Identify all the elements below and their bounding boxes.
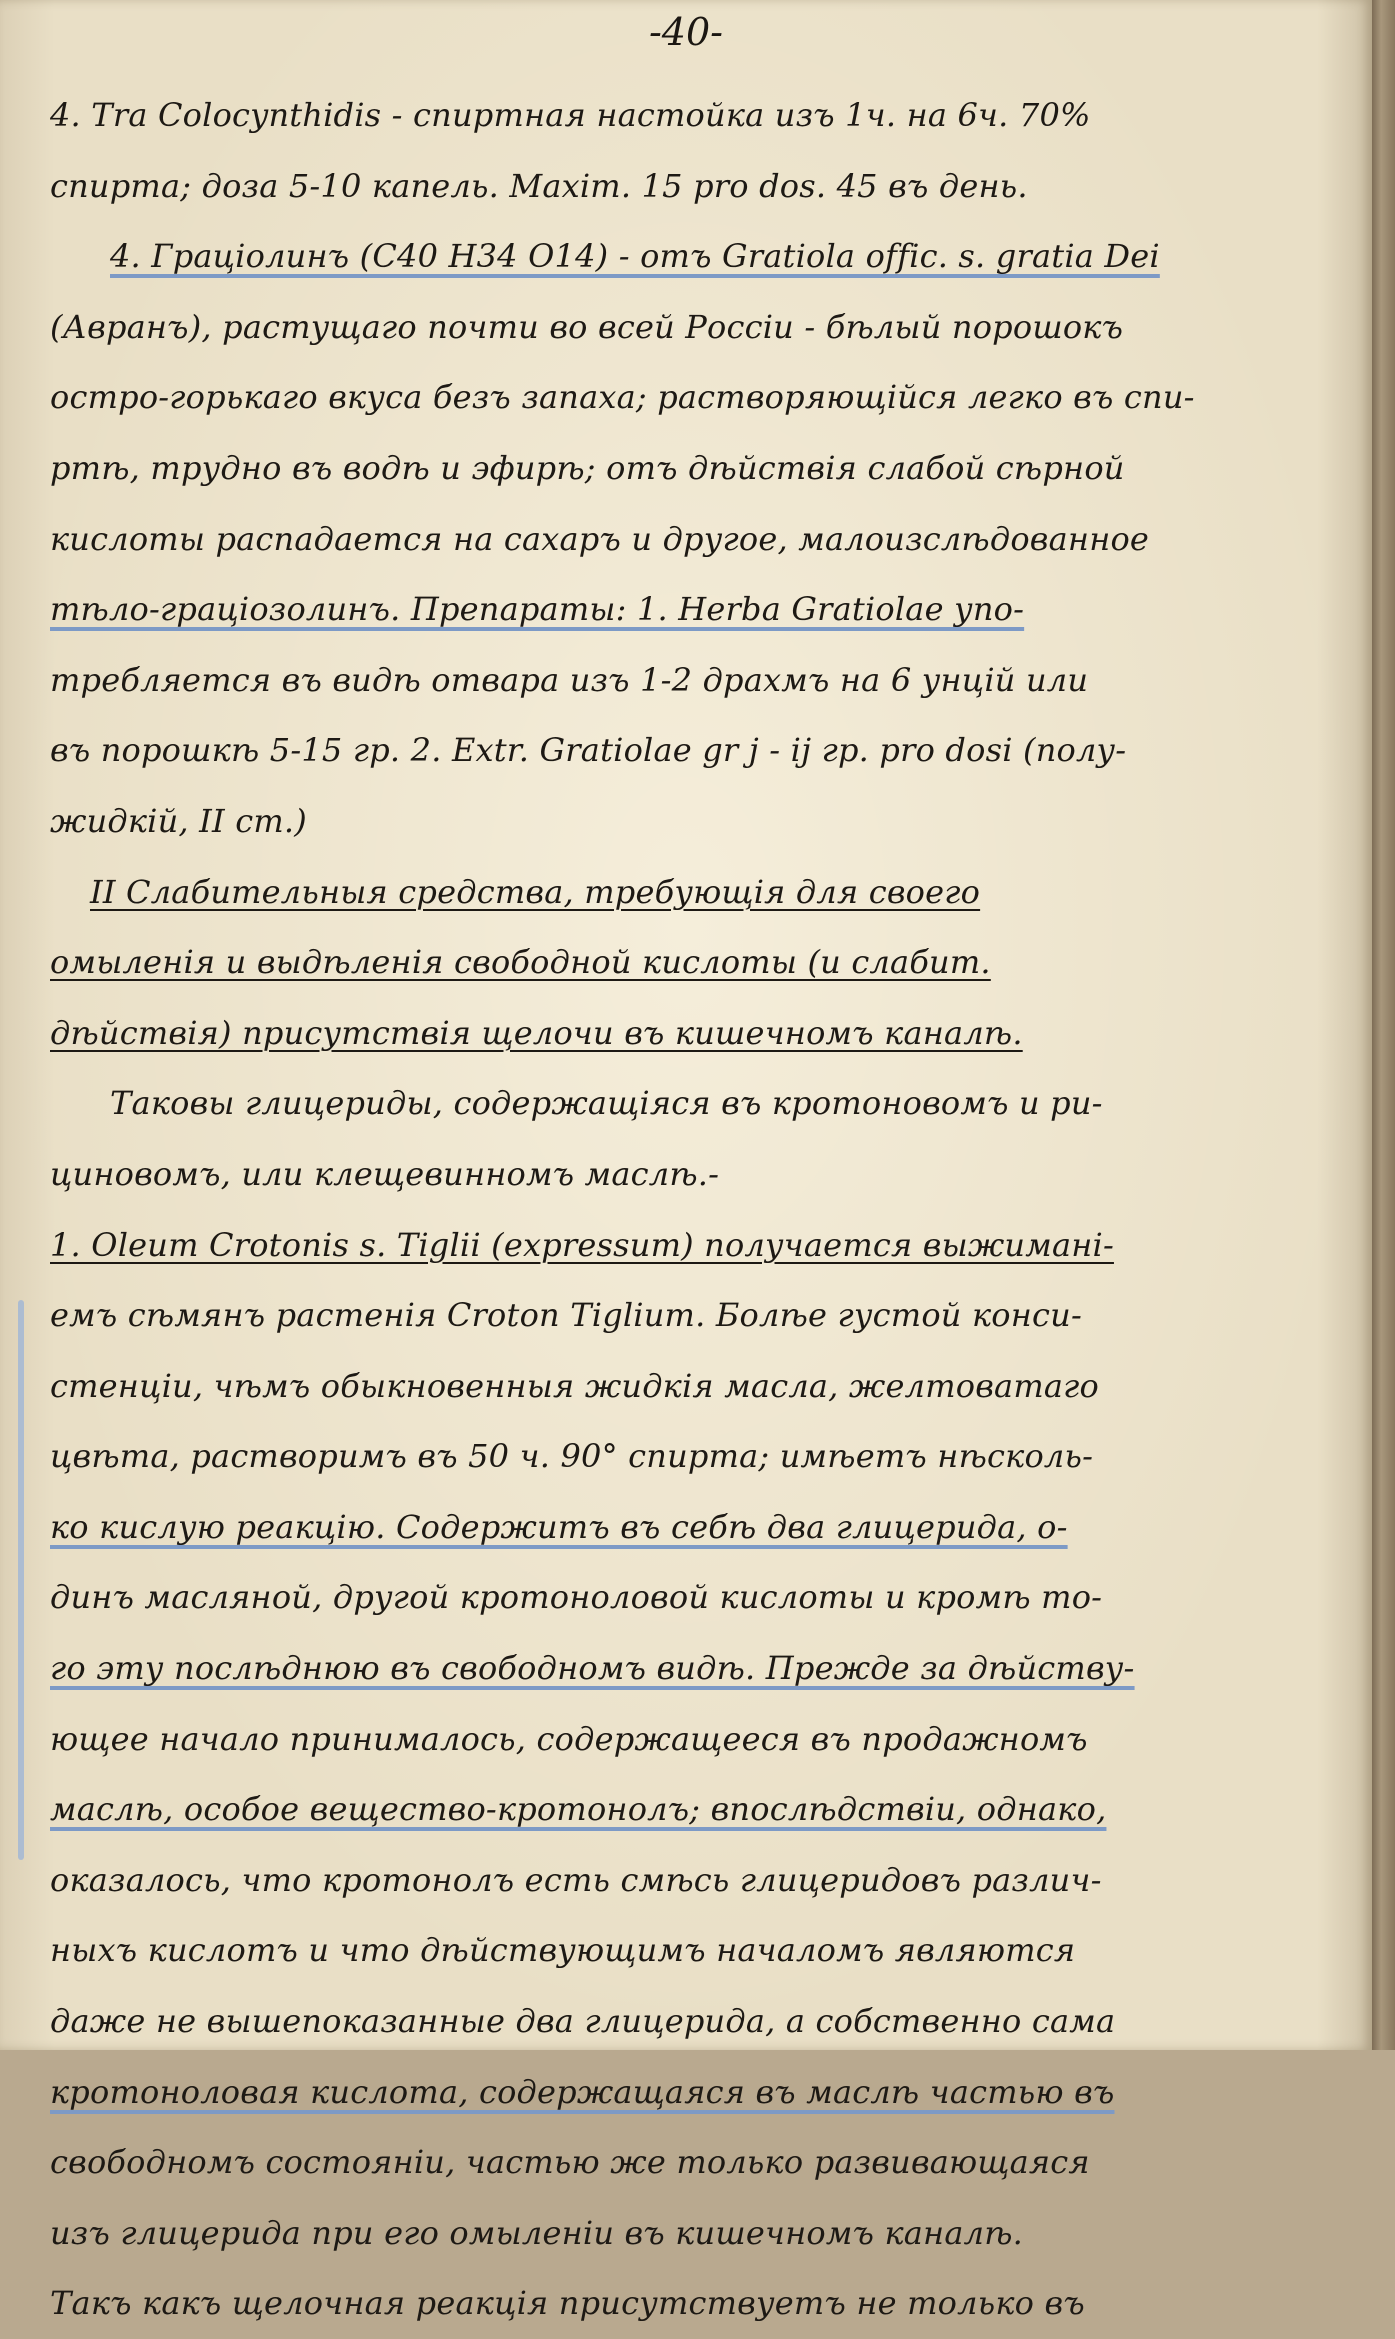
text-line: кротоноловая кислота, содержащаяся въ маслѣ частью въ	[50, 2072, 1115, 2111]
text-line: ныхъ кислотъ и что дѣйствующимъ началомъ являются	[50, 1931, 1076, 1970]
blue-margin-mark	[18, 1300, 24, 1860]
text-line: циновомъ, или клещевинномъ маслѣ.-	[50, 1154, 720, 1193]
text-line: требляется въ видѣ отвара изъ 1-2 драхмъ на 6 унцій или	[50, 660, 1089, 699]
text-line: динъ масляной, другой кротоноловой кислоты и кромѣ то-	[50, 1578, 1103, 1617]
section-heading-line: II Слабительныя средства, требующія для своего	[90, 872, 981, 911]
text-line: остро-горькаго вкуса безъ запаха; растворяющійся легко въ спи-	[50, 378, 1195, 417]
text-line: 4. Tra Colocynthidis - спиртная настойка изъ 1ч. на 6ч. 70%	[50, 96, 1091, 134]
text-line: въ порошкѣ 5-15 гр. 2. Extr. Gratiolae gr j - ij гр. pro dosi (полу-	[50, 731, 1127, 770]
text-line: ртѣ, трудно въ водѣ и эфирѣ; отъ дѣйствія слабой сѣрной	[50, 448, 1125, 487]
text-line: маслѣ, особое вещество-кротонолъ; впослѣдствіи, однако,	[50, 1790, 1107, 1829]
text-line: кислоты распадается на сахаръ и другое, малоизслѣдованное	[50, 519, 1150, 558]
text-line: го эту послѣднюю въ свободномъ видѣ. Прежде за дѣйству-	[50, 1649, 1135, 1688]
book-spine-edge	[1372, 0, 1395, 2050]
text-line: 1. Oleum Crotonis s. Tiglii (expressum) получается выжимані-	[50, 1225, 1114, 1264]
section-heading-line: дѣйствія) присутствія щелочи въ кишечномъ каналѣ.	[50, 1013, 1023, 1052]
text-line: цвѣта, растворимъ въ 50 ч. 90° спирта; имѣетъ нѣсколь-	[50, 1437, 1094, 1476]
text-line: 4. Граціолинъ (C40 H34 O14) - отъ Gratiola offic. s. gratia Dei	[110, 237, 1160, 276]
text-line: емъ сѣмянъ растенія Croton Tiglium. Болѣе густой конси-	[50, 1296, 1082, 1335]
section-heading-line: омыленія и выдѣленія свободной кислоты (и слабит.	[50, 943, 991, 982]
text-line: спирта; доза 5-10 капель. Maxim. 15 pro dos. 45 въ день.	[50, 166, 1028, 205]
text-line: Таковы глицериды, содержащіяся въ кротоновомъ и ри-	[110, 1084, 1103, 1123]
text-line: тѣло-граціозолинъ. Препараты: 1. Herba Gratiolae упо-	[50, 590, 1025, 629]
text-line: оказалось, что кротонолъ есть смѣсь глицеридовъ различ-	[50, 1860, 1102, 1899]
text-line: свободномъ состояніи, частью же только развивающаяся	[50, 2143, 1090, 2182]
text-line: даже не вышепоказанные два глицерида, а собственно сама	[50, 2002, 1116, 2041]
text-line: (Авранъ), растущаго почти во всей Россіи - бѣлый порошокъ	[50, 307, 1124, 346]
text-line: ко кислую реакцію. Содержитъ въ себѣ два глицерида, о-	[50, 1507, 1068, 1546]
handwritten-text	[50, 80, 1290, 2339]
text-line: Такъ какъ щелочная реакція присутствуетъ не только въ	[50, 2284, 1085, 2323]
text-line: жидкій, II ст.)	[50, 801, 307, 840]
page-number: -40-	[648, 10, 724, 54]
text-line: стенціи, чѣмъ обыкновенныя жидкія масла, желтоватаго	[50, 1366, 1099, 1405]
text-line: изъ глицерида при его омыленіи въ кишечномъ каналѣ.	[50, 2213, 1023, 2252]
text-line: ющее начало принималось, содержащееся въ продажномъ	[50, 1719, 1088, 1758]
